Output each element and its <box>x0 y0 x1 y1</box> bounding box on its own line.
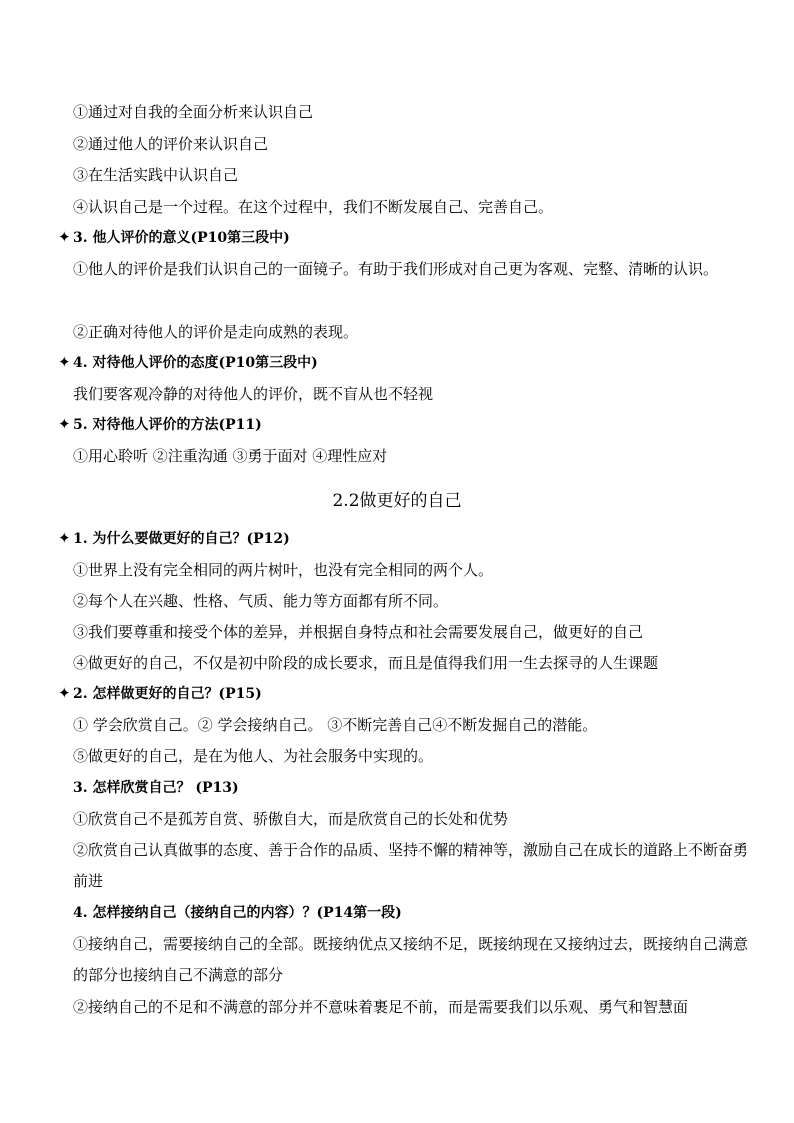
heading-how-better <box>58 684 754 704</box>
heading-text: 2. 怎样做更好的自己？(P15) <box>73 686 262 702</box>
heading-text: 4. 对待他人评价的态度(P10第三段中) <box>73 355 318 371</box>
text-line: ①用心聆听 ②注重沟通 ③勇于面对 ④理性应对 <box>73 447 388 465</box>
heading-accept: 4. 怎样接纳自己（接纳自己的内容）？(P14第一段) <box>73 905 402 921</box>
text-line: ②正确对待他人的评价是走向成熟的表现。 <box>73 323 359 341</box>
text-line: ①欣赏自己不是孤芳自赏、骄傲自大，而是欣赏自己的长处和优势 <box>73 810 509 828</box>
text-line: ⑤做更好的自己，是在为他人、为社会服务中实现的。 <box>73 747 434 765</box>
section-title: 2.2做更好的自己 <box>332 491 462 511</box>
heading-significance <box>58 228 754 248</box>
heading-method <box>58 415 754 435</box>
text-line: 我们要客观冷静的对待他人的评价，既不盲从也不轻视 <box>73 385 434 403</box>
heading-text: 1. 为什么要做更好的自己？(P12) <box>73 531 290 547</box>
text-line: ③我们要尊重和接受个体的差异，并根据自身特点和社会需要发展自己，做更好的自己 <box>73 623 644 641</box>
star-icon: ✦ <box>58 415 71 433</box>
text-paragraph: ①他人的评价是我们认识自己的一面镜子。有助于我们形成对自己更为客观、完整、清晰的认识。 <box>73 260 719 278</box>
text-line: ②接纳自己的不足和不满意的部分并不意味着裹足不前，而是需要我们以乐观、勇气和智慧面 <box>73 998 689 1016</box>
star-icon: ✦ <box>58 529 71 547</box>
text-line: ①世界上没有完全相同的两片树叶，也没有完全相同的两个人。 <box>73 561 494 579</box>
heading-text: 3. 他人评价的意义(P10第三段中) <box>73 230 290 246</box>
star-icon: ✦ <box>58 684 71 702</box>
text-line: ① 学会欣赏自己。② 学会接纳自己。 ③不断完善自己④不断发掘自己的潜能。 <box>73 716 598 734</box>
text-line: ②通过他人的评价来认识自己 <box>73 135 269 153</box>
text-line: ①通过对自我的全面分析来认识自己 <box>73 103 314 121</box>
text-paragraph: ①接纳自己，需要接纳自己的全部。既接纳优点又接纳不足，既接纳现在又接纳过去，既接纳自己满意的部分也接纳自己不满意的部分 <box>73 935 749 984</box>
heading-appreciate: 3. 怎样欣赏自己？ (P13) <box>73 780 239 796</box>
heading-text: 5. 对待他人评价的方法(P11) <box>73 417 262 433</box>
heading-why-better <box>58 529 754 549</box>
heading-attitude <box>58 353 754 373</box>
star-icon: ✦ <box>58 228 71 246</box>
text-line: ②每个人在兴趣、性格、气质、能力等方面都有所不同。 <box>73 592 449 610</box>
text-line: ④做更好的自己，不仅是初中阶段的成长要求，而且是值得我们用一生去探寻的人生课题 <box>73 654 659 672</box>
text-paragraph: ②欣赏自己认真做事的态度、善于合作的品质、坚持不懈的精神等，激励自己在成长的道路上不断奋勇前进 <box>73 841 749 890</box>
text-line: ③在生活实践中认识自己 <box>73 166 239 184</box>
text-line: ④认识自己是一个过程。在这个过程中，我们不断发展自己、完善自己。 <box>73 198 554 216</box>
star-icon: ✦ <box>58 353 71 371</box>
